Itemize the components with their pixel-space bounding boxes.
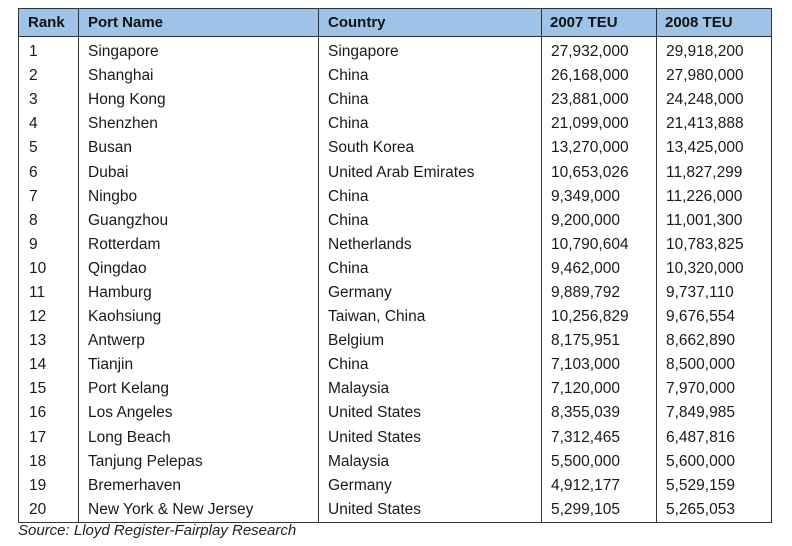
- cell-2008-teu: 5,529,159: [657, 474, 772, 498]
- cell-port-name: Hamburg: [79, 281, 319, 305]
- cell-port-name: Ningbo: [79, 185, 319, 209]
- cell-port-name: Singapore: [79, 37, 319, 65]
- cell-rank: 4: [19, 112, 79, 136]
- cell-country: Malaysia: [319, 450, 542, 474]
- table-row: [19, 305, 772, 329]
- cell-rank: 8: [19, 209, 79, 233]
- cell-port-name: Shenzhen: [79, 112, 319, 136]
- cell-2007-teu: 9,889,792: [542, 281, 657, 305]
- cell-2008-teu: 11,827,299: [657, 160, 772, 184]
- cell-2008-teu: 7,849,985: [657, 401, 772, 425]
- cell-port-name: Hong Kong: [79, 88, 319, 112]
- header-country: Country: [319, 9, 542, 37]
- cell-rank: 16: [19, 401, 79, 425]
- cell-country: China: [319, 257, 542, 281]
- cell-2007-teu: 8,355,039: [542, 401, 657, 425]
- cell-2007-teu: 10,256,829: [542, 305, 657, 329]
- cell-2008-teu: 11,001,300: [657, 209, 772, 233]
- cell-port-name: Tanjung Pelepas: [79, 450, 319, 474]
- table-row: [19, 160, 772, 184]
- table-row: [19, 209, 772, 233]
- cell-rank: 14: [19, 353, 79, 377]
- cell-2008-teu: 6,487,816: [657, 426, 772, 450]
- cell-country: Singapore: [319, 37, 542, 65]
- cell-country: China: [319, 88, 542, 112]
- table-row: [19, 185, 772, 209]
- table-row: [19, 377, 772, 401]
- cell-rank: 3: [19, 88, 79, 112]
- header-rank: Rank: [19, 9, 79, 37]
- cell-2007-teu: 27,932,000: [542, 37, 657, 65]
- cell-country: United States: [319, 426, 542, 450]
- cell-country: Belgium: [319, 329, 542, 353]
- cell-country: Germany: [319, 474, 542, 498]
- cell-2008-teu: 27,980,000: [657, 64, 772, 88]
- cell-rank: 10: [19, 257, 79, 281]
- cell-2008-teu: 5,265,053: [657, 498, 772, 523]
- cell-rank: 20: [19, 498, 79, 523]
- cell-port-name: Tianjin: [79, 353, 319, 377]
- cell-country: United States: [319, 498, 542, 523]
- cell-rank: 12: [19, 305, 79, 329]
- cell-port-name: Kaohsiung: [79, 305, 319, 329]
- cell-country: China: [319, 112, 542, 136]
- cell-rank: 5: [19, 136, 79, 160]
- cell-port-name: Dubai: [79, 160, 319, 184]
- cell-port-name: Shanghai: [79, 64, 319, 88]
- cell-2007-teu: 10,790,604: [542, 233, 657, 257]
- cell-rank: 2: [19, 64, 79, 88]
- table-row: [19, 88, 772, 112]
- header-2007-teu: 2007 TEU: [542, 9, 657, 37]
- cell-rank: 6: [19, 160, 79, 184]
- table-row: [19, 450, 772, 474]
- table-row: [19, 233, 772, 257]
- cell-rank: 15: [19, 377, 79, 401]
- cell-2007-teu: 5,500,000: [542, 450, 657, 474]
- cell-2008-teu: 5,600,000: [657, 450, 772, 474]
- cell-port-name: Port Kelang: [79, 377, 319, 401]
- table-row: [19, 281, 772, 305]
- cell-rank: 1: [19, 37, 79, 65]
- cell-2008-teu: 10,783,825: [657, 233, 772, 257]
- cell-port-name: Bremerhaven: [79, 474, 319, 498]
- cell-2007-teu: 4,912,177: [542, 474, 657, 498]
- cell-2007-teu: 13,270,000: [542, 136, 657, 160]
- cell-rank: 18: [19, 450, 79, 474]
- table-row: [19, 64, 772, 88]
- cell-rank: 19: [19, 474, 79, 498]
- cell-2008-teu: 24,248,000: [657, 88, 772, 112]
- table-row: [19, 112, 772, 136]
- cell-2008-teu: 11,226,000: [657, 185, 772, 209]
- cell-country: Taiwan, China: [319, 305, 542, 329]
- cell-2008-teu: 13,425,000: [657, 136, 772, 160]
- cell-country: Germany: [319, 281, 542, 305]
- cell-port-name: Rotterdam: [79, 233, 319, 257]
- cell-2008-teu: 29,918,200: [657, 37, 772, 65]
- port-ranking-table: [18, 8, 772, 523]
- table-row: [19, 329, 772, 353]
- table-row: [19, 401, 772, 425]
- table-body: [19, 37, 772, 523]
- cell-2008-teu: 10,320,000: [657, 257, 772, 281]
- cell-rank: 13: [19, 329, 79, 353]
- cell-2007-teu: 10,653,026: [542, 160, 657, 184]
- cell-port-name: Qingdao: [79, 257, 319, 281]
- cell-2008-teu: 8,500,000: [657, 353, 772, 377]
- cell-country: China: [319, 185, 542, 209]
- cell-port-name: New York & New Jersey: [79, 498, 319, 523]
- cell-port-name: Guangzhou: [79, 209, 319, 233]
- cell-2007-teu: 26,168,000: [542, 64, 657, 88]
- cell-rank: 7: [19, 185, 79, 209]
- source-note: Source: Lloyd Register-Fairplay Research: [18, 522, 297, 539]
- cell-2007-teu: 8,175,951: [542, 329, 657, 353]
- cell-port-name: Los Angeles: [79, 401, 319, 425]
- cell-2007-teu: 21,099,000: [542, 112, 657, 136]
- cell-port-name: Antwerp: [79, 329, 319, 353]
- table-row: [19, 257, 772, 281]
- cell-country: United States: [319, 401, 542, 425]
- table-header-row: [19, 9, 772, 37]
- table-row: [19, 37, 772, 65]
- table-row: [19, 353, 772, 377]
- cell-country: China: [319, 64, 542, 88]
- cell-country: China: [319, 353, 542, 377]
- header-2008-teu: 2008 TEU: [657, 9, 772, 37]
- cell-2007-teu: 7,312,465: [542, 426, 657, 450]
- cell-rank: 11: [19, 281, 79, 305]
- cell-country: United Arab Emirates: [319, 160, 542, 184]
- cell-2008-teu: 8,662,890: [657, 329, 772, 353]
- cell-2008-teu: 9,676,554: [657, 305, 772, 329]
- table-row: [19, 136, 772, 160]
- cell-2007-teu: 9,349,000: [542, 185, 657, 209]
- cell-country: South Korea: [319, 136, 542, 160]
- table-row: [19, 474, 772, 498]
- cell-2007-teu: 7,103,000: [542, 353, 657, 377]
- cell-country: Netherlands: [319, 233, 542, 257]
- table-row: [19, 498, 772, 523]
- cell-port-name: Long Beach: [79, 426, 319, 450]
- cell-2007-teu: 23,881,000: [542, 88, 657, 112]
- cell-2007-teu: 5,299,105: [542, 498, 657, 523]
- cell-2007-teu: 9,200,000: [542, 209, 657, 233]
- cell-2008-teu: 21,413,888: [657, 112, 772, 136]
- cell-country: China: [319, 209, 542, 233]
- cell-2007-teu: 9,462,000: [542, 257, 657, 281]
- cell-rank: 17: [19, 426, 79, 450]
- cell-2007-teu: 7,120,000: [542, 377, 657, 401]
- cell-country: Malaysia: [319, 377, 542, 401]
- cell-port-name: Busan: [79, 136, 319, 160]
- cell-rank: 9: [19, 233, 79, 257]
- cell-2008-teu: 7,970,000: [657, 377, 772, 401]
- table-row: [19, 426, 772, 450]
- header-port-name: Port Name: [79, 9, 319, 37]
- cell-2008-teu: 9,737,110: [657, 281, 772, 305]
